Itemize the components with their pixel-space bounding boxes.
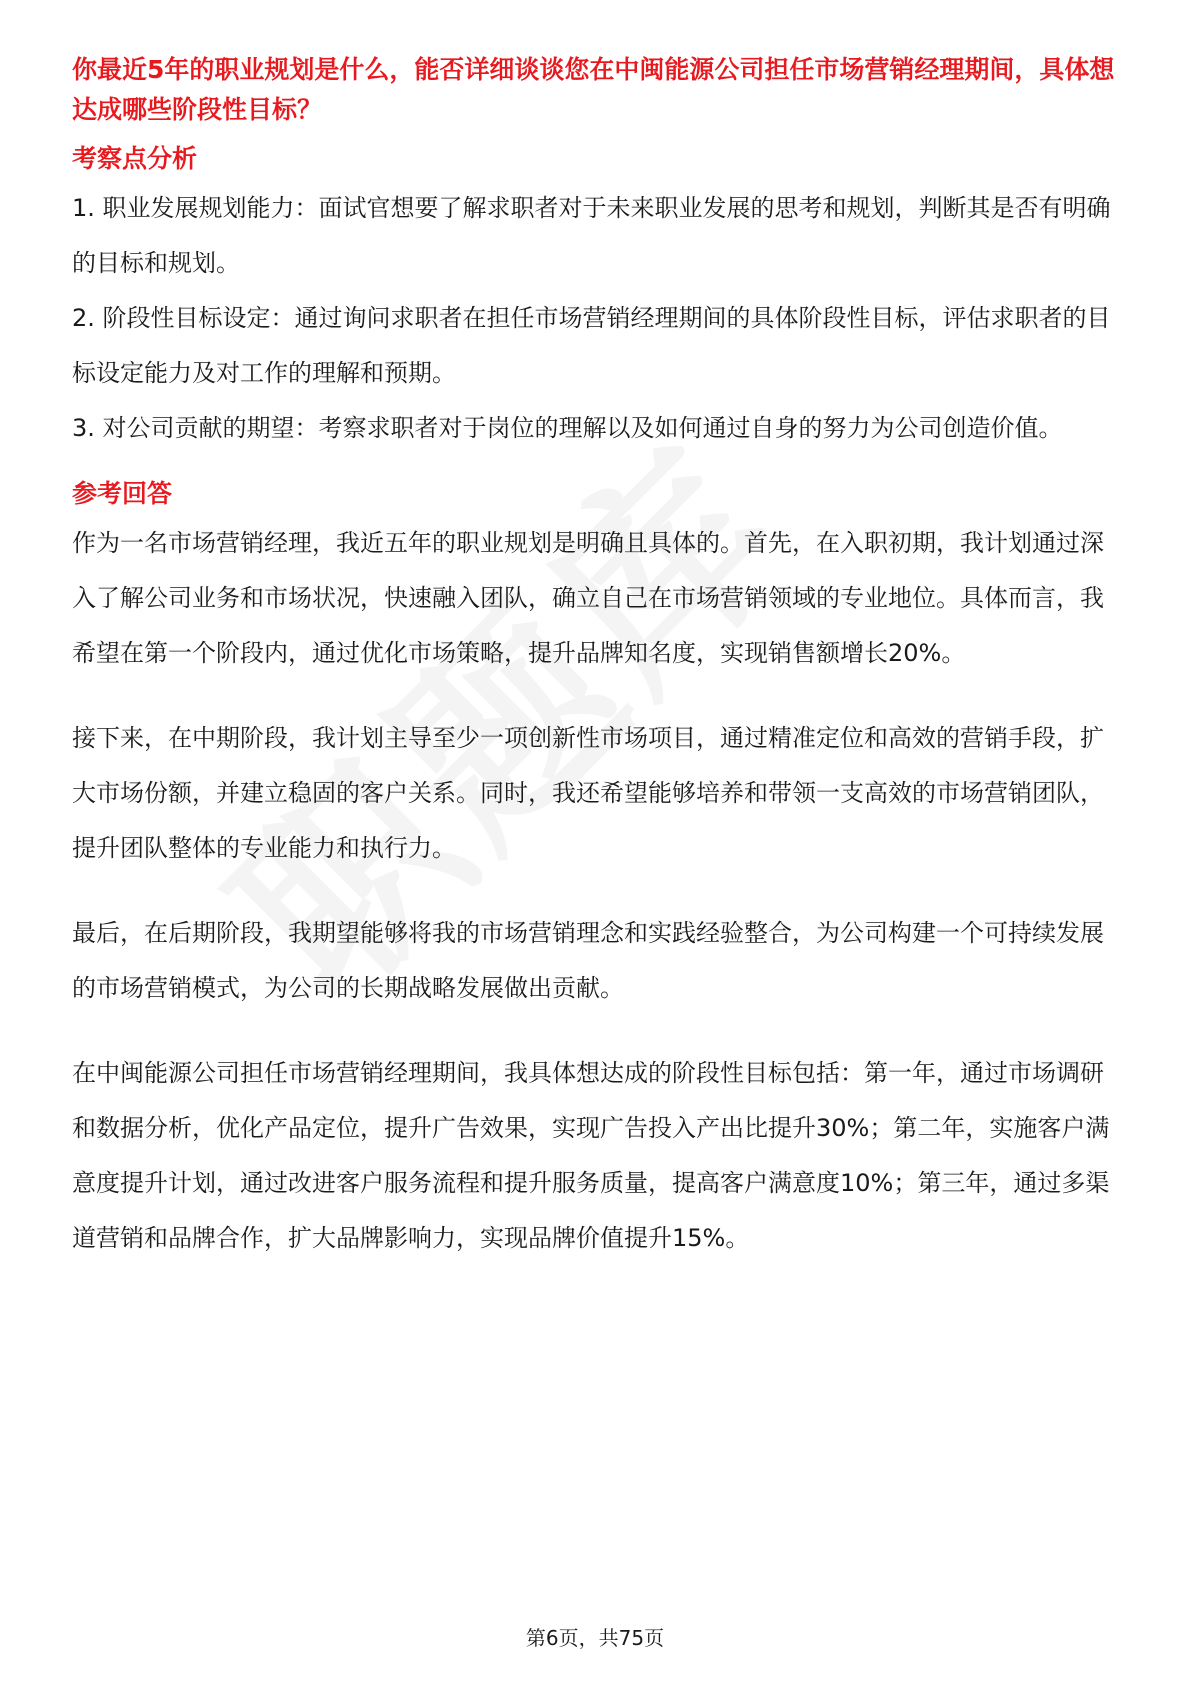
analysis-point-1: 1. 职业发展规划能力：面试官想要了解求职者对于未来职业发展的思考和规划，判断其是否有明确的目标和规划。 bbox=[72, 194, 1111, 277]
question-title: 你最近5年的职业规划是什么，能否详细谈谈您在中闽能源公司担任市场营销经理期间，具体想达成哪些阶段性目标？ bbox=[72, 55, 1115, 124]
answer-paragraph-1: 作为一名市场营销经理，我近五年的职业规划是明确且具体的。首先，在入职初期，我计划通过深入了解公司业务和市场状况，快速融入团队，确立自己在市场营销领域的专业地位。具体而言，我希望在第一个阶段内，通过优化市场策略，提升品牌知名度，实现销售额增长20%。 bbox=[72, 529, 1104, 667]
page-footer: 第6页，共75页 bbox=[525, 1626, 665, 1650]
page-content bbox=[72, 50, 1122, 1266]
analysis-point-3: 3. 对公司贡献的期望：考察求职者对于岗位的理解以及如何通过自身的努力为公司创造价值。 bbox=[72, 414, 1063, 442]
analysis-point-2: 2. 阶段性目标设定：通过询问求职者在担任市场营销经理期间的具体阶段性目标，评估求职者的目标设定能力及对工作的理解和预期。 bbox=[72, 304, 1111, 387]
answer-paragraph-3: 最后，在后期阶段，我期望能够将我的市场营销理念和实践经验整合，为公司构建一个可持续发展的市场营销模式，为公司的长期战略发展做出贡献。 bbox=[72, 919, 1104, 1002]
analysis-heading: 考察点分析 bbox=[72, 144, 198, 173]
answer-paragraph-2: 接下来，在中期阶段，我计划主导至少一项创新性市场项目，通过精准定位和高效的营销手段，扩大市场份额，并建立稳固的客户关系。同时，我还希望能够培养和带领一支高效的市场营销团队，提升团队整体的专业能力和执行力。 bbox=[72, 724, 1104, 862]
answer-heading: 参考回答 bbox=[72, 479, 173, 508]
answer-paragraph-4: 在中闽能源公司担任市场营销经理期间，我具体想达成的阶段性目标包括：第一年，通过市场调研和数据分析，优化产品定位，提升广告效果，实现广告投入产出比提升30%；第二年，实施客户满意度提升计划，通过改进客户服务流程和提升服务质量，提高客户满意度10%；第三年，通过多渠道营销和品牌合作，扩大品牌影响力，实现品牌价值提升15%。 bbox=[72, 1059, 1110, 1252]
